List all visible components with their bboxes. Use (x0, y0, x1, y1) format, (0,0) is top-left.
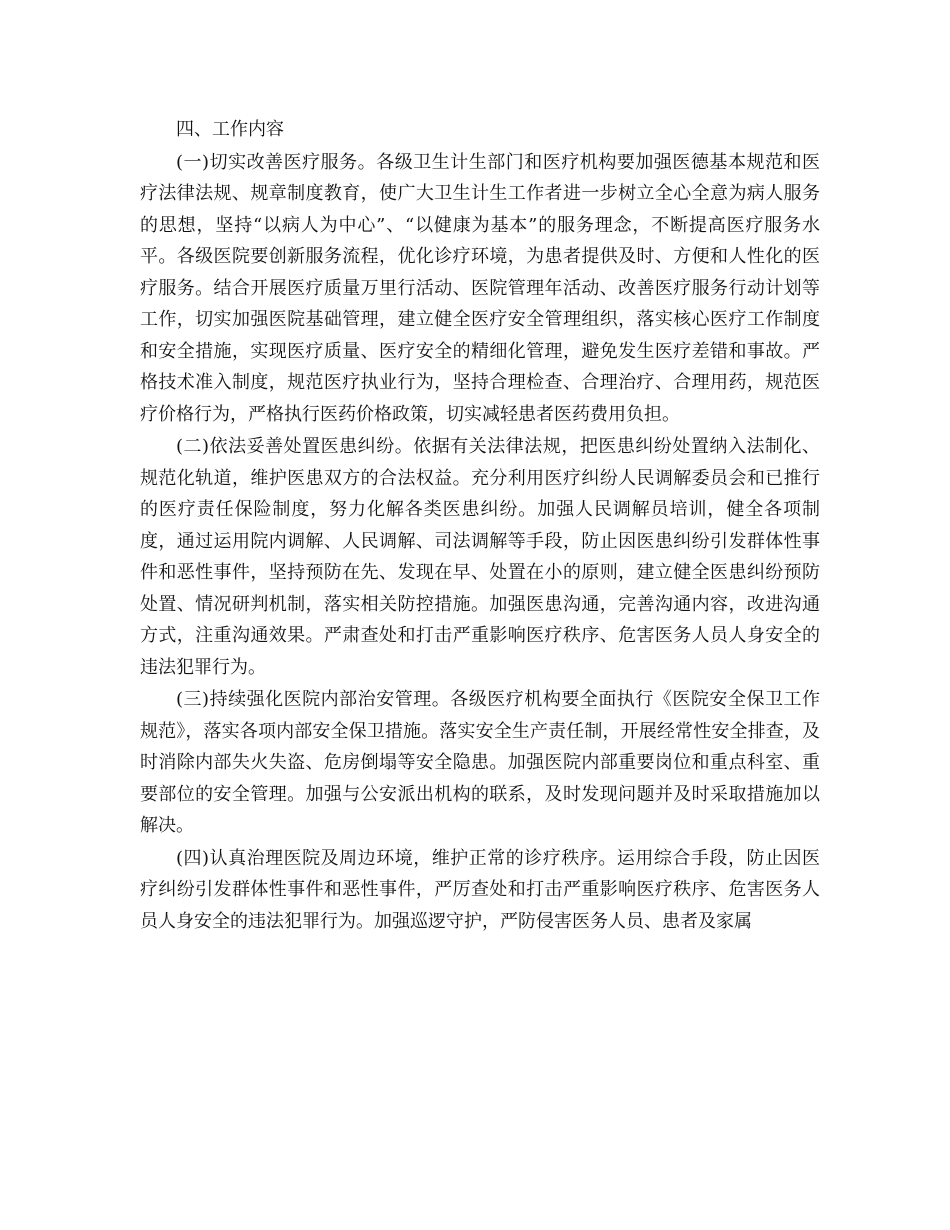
paragraph-2: (二)依法妥善处置医患纠纷。依据有关法律法规，把医患纠纷处置纳入法制化、规范化轨道，维护医患双方的合法权益。充分利用医疗纠纷人民调解委员会和已推行的医疗责任保险制度，努力化解各类医患纠纷。加强人民调解员培训，健全各项制度，通过运用院内调解、人民调解、司法调解等手段，防止因医患纠纷引发群体性事件和恶性事件，坚持预防在先、发现在早、处置在小的原则，建立健全医患纠纷预防处置、情况研判机制，落实相关防控措施。加强医患沟通，完善沟通内容，改进沟通方式，注重沟通效果。严肃查处和打击严重影响医疗秩序、危害医务人员人身安全的违法犯罪行为。 (140, 436, 820, 678)
section-heading: 四、工作内容 (176, 119, 284, 140)
document-body (140, 114, 820, 937)
paragraph-4: (四)认真治理医院及周边环境，维护正常的诊疗秩序。运用综合手段，防止因医疗纠纷引发群体性事件和恶性事件，严厉查处和打击严重影响医疗秩序、危害医务人员人身安全的违法犯罪行为。加强巡逻守护，严防侵害医务人员、患者及家属 (140, 847, 820, 932)
paragraph-3: (三)持续强化医院内部治安管理。各级医疗机构要全面执行《医院安全保卫工作规范》，落实各项内部安全保卫措施。落实安全生产责任制，开展经常性安全排查，及时消除内部失火失盗、危房倒塌等安全隐患。加强医院内部重要岗位和重点科室、重要部位的安全管理。加强与公安派出机构的联系，及时发现问题并及时采取措施加以解决。 (140, 689, 820, 836)
paragraph-1: (一)切实改善医疗服务。各级卫生计生部门和医疗机构要加强医德基本规范和医疗法律法规、规章制度教育，使广大卫生计生工作者进一步树立全心全意为病人服务的思想，坚持“以病人为中心”、“以健康为基本”的服务理念，不断提高医疗服务水平。各级医院要创新服务流程，优化诊疗环境，为患者提供及时、方便和人性化的医疗服务。结合开展医疗质量万里行活动、医院管理年活动、改善医疗服务行动计划等工作，切实加强医院基础管理，建立健全医疗安全管理组织，落实核心医疗工作制度和安全措施，实现医疗质量、医疗安全的精细化管理，避免发生医疗差错和事故。严格技术准入制度，规范医疗执业行为，坚持合理检查、合理治疗、合理用药，规范医疗价格行为，严格执行医药价格政策，切实减轻患者医药费用负担。 (140, 151, 820, 425)
